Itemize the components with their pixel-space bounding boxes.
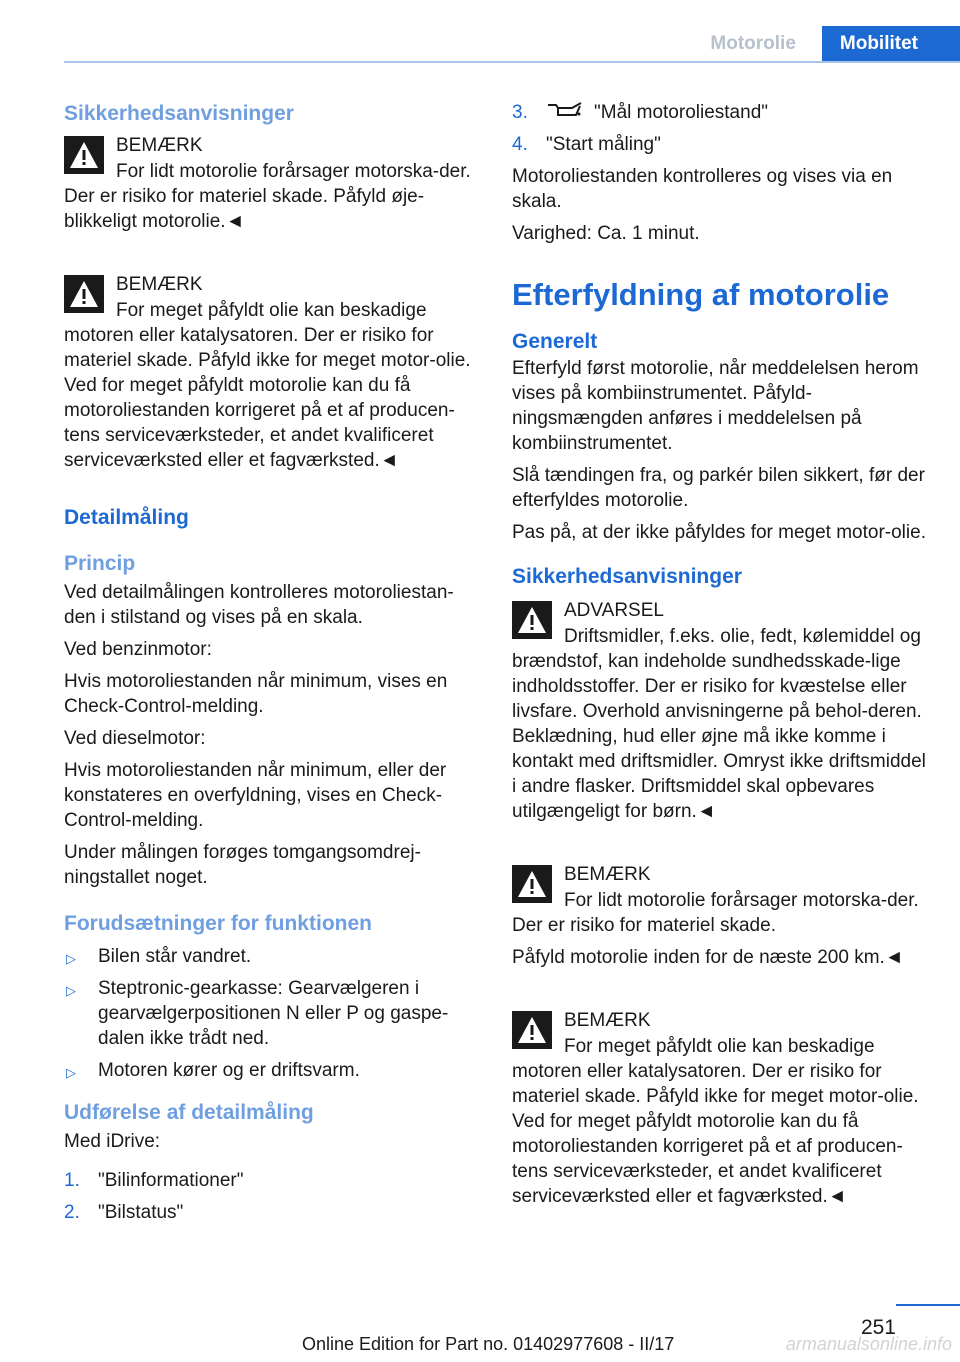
edition-text: Online Edition for Part no. 01402977608 - II/17	[302, 1334, 675, 1354]
steps-list	[512, 100, 926, 157]
list-item: ▷ Motoren kører og er driftsvarm.	[64, 1058, 478, 1083]
warning-triangle-icon	[64, 136, 104, 174]
footer-rule	[896, 1304, 960, 1306]
warning-block	[64, 132, 478, 241]
heading-generelt: Generelt	[512, 330, 598, 354]
triangle-bullet-icon: ▷	[66, 951, 76, 966]
list-item: 3. "Mål motoroliestand"	[512, 100, 926, 125]
paragraph: Slå tændingen fra, og parkér bilen sikkert, før der efterfyldes motorolie.	[512, 465, 925, 512]
warning-text: For meget påfyldt olie kan beskadige motoren eller katalysatoren. Der er risiko for materiel skade. Påfyld ikke for meget motor-olie. Ved for meget påfyldt motorolie kan du få motoroliestanden korrigeret på et af producen-tens serviceværksteder, et andet kvalificeret serviceværksted eller et fagværksted.◄	[64, 300, 471, 471]
warning-title: BEMÆRK	[116, 135, 203, 156]
paragraph: Hvis motoroliestanden når minimum, eller der konstateres en overfyldning, vises en Check-Control-melding.	[64, 760, 447, 831]
paragraph: Ved detailmålingen kontrolleres motoroliestan-den i stilstand og vises på en skala.	[64, 582, 454, 628]
paragraph: Varighed: Ca. 1 minut.	[512, 223, 700, 245]
paragraph: Med iDrive:	[64, 1131, 161, 1152]
heading-princip: Princip	[64, 552, 136, 575]
page-number: 251	[860, 1316, 896, 1339]
tab-motorolie: Motorolie	[684, 26, 822, 62]
warning-text: Driftsmidler, f.eks. olie, fedt, kølemiddel og brændstof, kan indeholde sundhedsskade-lige indholdsstoffer. Der er risiko for kvæstelse eller livsfare. Overhold anvisningerne på behol-deren. Beklædning, hud eller øjne må ikke komme i kontakt med driftsmidler. Omryst ikke driftsmiddel i andre flasker. Driftsmiddel skal opbevares utilgængeligt for børn.◄	[512, 626, 926, 823]
warning-triangle-icon	[512, 1011, 552, 1049]
list-item: 4. "Start måling"	[512, 134, 661, 156]
list-item: 1. "Bilinformationer"	[64, 1170, 244, 1191]
paragraph: Motoroliestanden kontrolleres og vises via en skala.	[512, 166, 893, 213]
heading-execution: Udførelse af detailmåling	[64, 1101, 314, 1124]
paragraph: Under målingen forøges tomgangsomdrej-ningstallet noget.	[64, 842, 421, 888]
warning-text: For meget påfyldt olie kan beskadige motoren eller katalysatoren. Der er risiko for materiel skade. Påfyld ikke for meget motor-olie. Ved for meget påfyldt motorolie kan du få motoroliestanden korrigeret på et af producen-tens serviceværksteder, et andet kvalificeret serviceværksted eller et fagværksted.◄	[512, 1036, 919, 1208]
warning-triangle-icon	[512, 865, 552, 903]
list-item: ▷ Steptronic-gearkasse: Gearvælgeren i gearvælgerpositionen N eller P og gaspe-dalen ikke trådt ned.	[66, 978, 449, 1049]
paragraph: Efterfyld først motorolie, når meddelelsen herom vises på kombiinstrumentet. Påfyld-ningsmængden anføres i meddelelsen på kombiinstrumentet.	[512, 358, 919, 455]
warning-title: BEMÆRK	[564, 864, 651, 886]
warning-triangle-icon	[64, 275, 104, 313]
warning-block	[64, 271, 478, 480]
warning-text: Påfyld motorolie inden for de næste 200 km.◄	[512, 947, 904, 969]
triangle-bullet-icon: ▷	[66, 1065, 76, 1080]
paragraph: Ved benzinmotor:	[64, 639, 212, 660]
warning-triangle-icon	[512, 601, 552, 639]
list-item: 2. "Bilstatus"	[64, 1202, 184, 1223]
header-tabs	[684, 26, 960, 62]
right-column	[512, 100, 926, 1246]
heading-topup: Efterfyldning af motorolie	[512, 277, 890, 313]
paragraph: Ved dieselmotor:	[64, 728, 206, 749]
list-item: ▷ Bilen står vandret.	[64, 944, 478, 969]
tab-mobilitet: Mobilitet	[822, 26, 960, 62]
warning-title: ADVARSEL	[564, 600, 664, 622]
warning-text: For lidt motorolie forårsager motorska-der. Der er risiko for materiel skade. Påfyld øje-blikkeligt motorolie.◄	[64, 161, 471, 232]
warning-title: BEMÆRK	[564, 1010, 651, 1032]
warning-text: For lidt motorolie forårsager motorska-der. Der er risiko for materiel skade.	[512, 890, 919, 937]
warning-block	[512, 597, 926, 831]
warning-title: BEMÆRK	[116, 274, 203, 295]
prerequisite-list	[64, 944, 478, 1083]
paragraph: Hvis motoroliestanden når minimum, vises en Check-Control-melding.	[64, 671, 448, 717]
steps-list	[64, 1168, 478, 1225]
warning-block	[512, 1007, 926, 1216]
heading-prerequisites: Forudsætninger for funktionen	[64, 912, 372, 935]
heading-detailmaling: Detailmåling	[64, 506, 189, 529]
warning-block	[512, 861, 926, 977]
header-rule	[64, 61, 960, 63]
heading-safety-left: Sikkerhedsanvisninger	[64, 102, 294, 125]
left-column	[64, 100, 478, 1233]
triangle-bullet-icon: ▷	[66, 983, 76, 998]
heading-safety-right: Sikkerhedsanvisninger	[512, 565, 742, 589]
oil-can-icon	[546, 100, 584, 125]
watermark: armanualsonline.info	[785, 1334, 952, 1354]
paragraph: Pas på, at der ikke påfyldes for meget motor-olie.	[512, 522, 926, 544]
